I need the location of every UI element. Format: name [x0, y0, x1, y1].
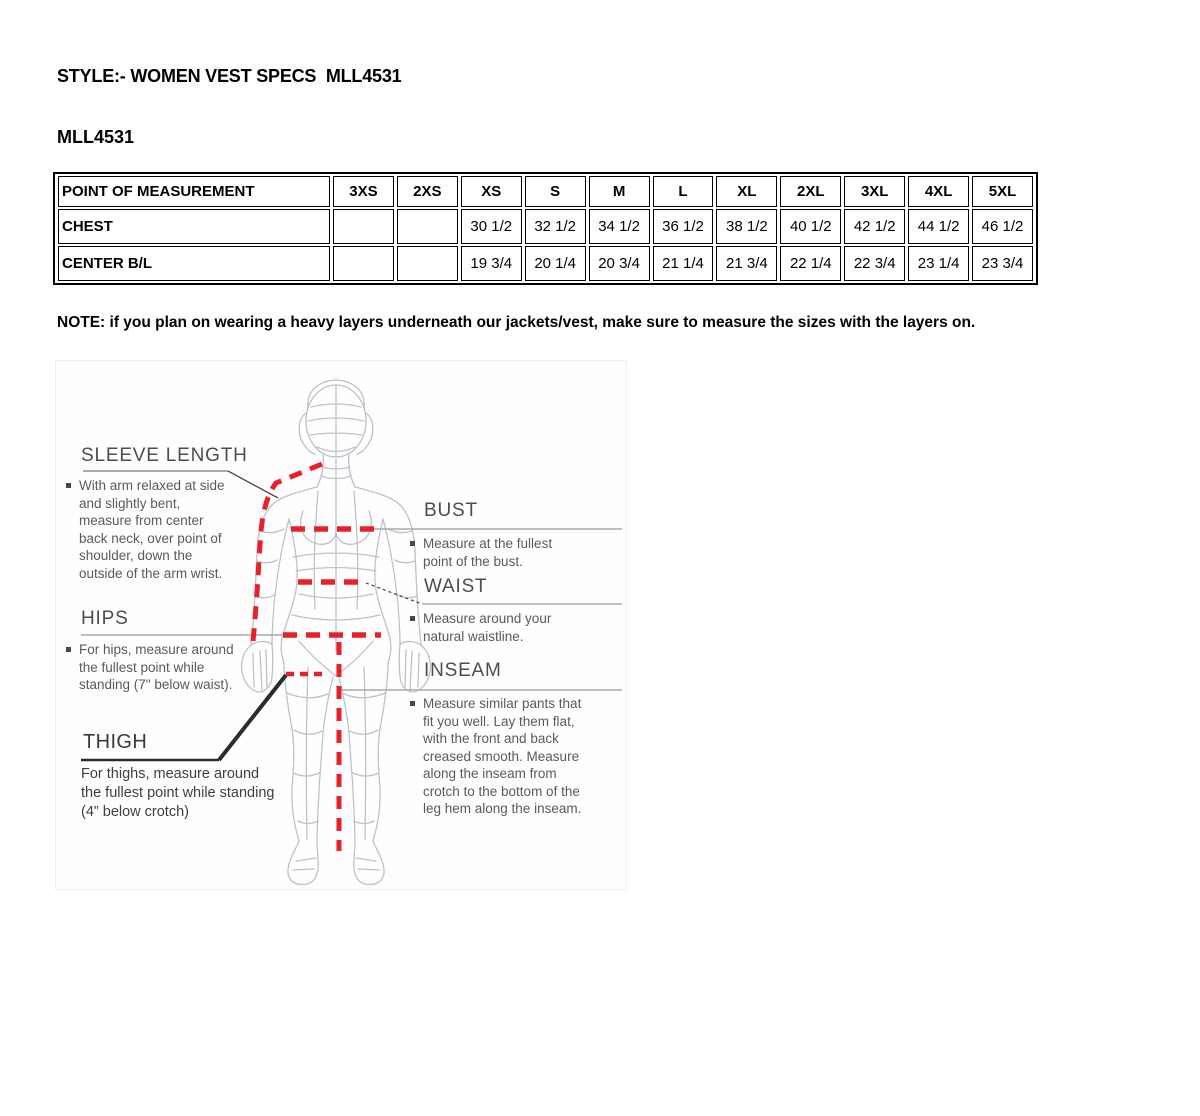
hips-text: For hips, measure around the fullest point while standing (7" below waist).	[79, 642, 234, 692]
table-cell: 38 1/2	[716, 209, 777, 244]
bullet-square-icon	[410, 541, 415, 546]
table-row	[58, 209, 1033, 244]
column-header: M	[589, 176, 650, 207]
table-cell: 23 1/4	[908, 246, 969, 281]
note-text: NOTE: if you plan on wearing a heavy layers underneath our jackets/vest, make sure to measure the sizes with the layers on.	[57, 314, 976, 331]
column-header: 2XS	[397, 176, 458, 207]
inseam-heading: INSEAM	[424, 660, 502, 681]
inseam-description	[410, 695, 592, 818]
sleeve-connector-line	[228, 471, 278, 498]
bullet-square-icon	[410, 616, 415, 621]
table-cell: 44 1/2	[908, 209, 969, 244]
thigh-text: For thighs, measure around the fullest point while standing (4” below crotch)	[81, 766, 275, 820]
sleeve-length-description	[66, 477, 226, 582]
size-spec-table	[53, 172, 1038, 285]
table-cell: 34 1/2	[589, 209, 650, 244]
waist-text: Measure around your natural waistline.	[423, 611, 552, 644]
column-header: 3XL	[844, 176, 905, 207]
hips-heading: HIPS	[81, 608, 129, 629]
bust-description	[410, 535, 578, 570]
table-cell: 42 1/2	[844, 209, 905, 244]
table-cell	[397, 209, 458, 244]
table-cell: 20 1/4	[525, 246, 586, 281]
table-cell: 30 1/2	[461, 209, 522, 244]
thigh-heading: THIGH	[83, 731, 148, 753]
table-cell: 22 3/4	[844, 246, 905, 281]
table-cell	[397, 246, 458, 281]
page-title: STYLE:- WOMEN VEST SPECS MLL4531	[57, 66, 402, 86]
bust-text: Measure at the fullest point of the bust.	[423, 536, 553, 569]
column-header: 2XL	[780, 176, 841, 207]
column-header: 4XL	[908, 176, 969, 207]
waist-heading: WAIST	[424, 576, 488, 597]
column-header: L	[653, 176, 714, 207]
table-cell: 21 1/4	[653, 246, 714, 281]
column-header: XL	[716, 176, 777, 207]
table-cell: 19 3/4	[461, 246, 522, 281]
inseam-text: Measure similar pants that fit you well. Lay them flat, with the front and back creased smooth. Measure along the inseam from crotch to the bottom of the leg hem along the inseam.	[423, 696, 582, 816]
waist-description	[410, 610, 578, 645]
waist-connector-line	[366, 583, 422, 604]
table-cell	[333, 209, 394, 244]
table-header-row	[58, 176, 1033, 207]
row-label: CHEST	[58, 209, 330, 244]
column-header: 5XL	[972, 176, 1033, 207]
bullet-square-icon	[66, 483, 71, 488]
table-row	[58, 246, 1033, 281]
table-cell: 36 1/2	[653, 209, 714, 244]
sleeve-length-heading: SLEEVE LENGTH	[81, 445, 248, 466]
table-cell: 23 3/4	[972, 246, 1033, 281]
column-header: POINT OF MEASUREMENT	[58, 176, 330, 207]
table-cell: 21 3/4	[716, 246, 777, 281]
column-header: XS	[461, 176, 522, 207]
table-cell	[333, 246, 394, 281]
table-cell: 20 3/4	[589, 246, 650, 281]
row-label: CENTER B/L	[58, 246, 330, 281]
measurement-diagram	[55, 360, 627, 890]
table-cell: 32 1/2	[525, 209, 586, 244]
table-cell: 40 1/2	[780, 209, 841, 244]
hips-description	[66, 641, 244, 694]
column-header: S	[525, 176, 586, 207]
bust-heading: BUST	[424, 500, 478, 521]
style-code: MLL4531	[57, 127, 135, 147]
bullet-square-icon	[410, 701, 415, 706]
column-header: 3XS	[333, 176, 394, 207]
bullet-square-icon	[66, 647, 71, 652]
table-cell: 22 1/4	[780, 246, 841, 281]
thigh-description	[81, 765, 277, 822]
sleeve-length-text: With arm relaxed at side and slightly bent, measure from center back neck, over point of shoulder, down the outside of the arm wrist.	[79, 478, 225, 581]
table-cell: 46 1/2	[972, 209, 1033, 244]
